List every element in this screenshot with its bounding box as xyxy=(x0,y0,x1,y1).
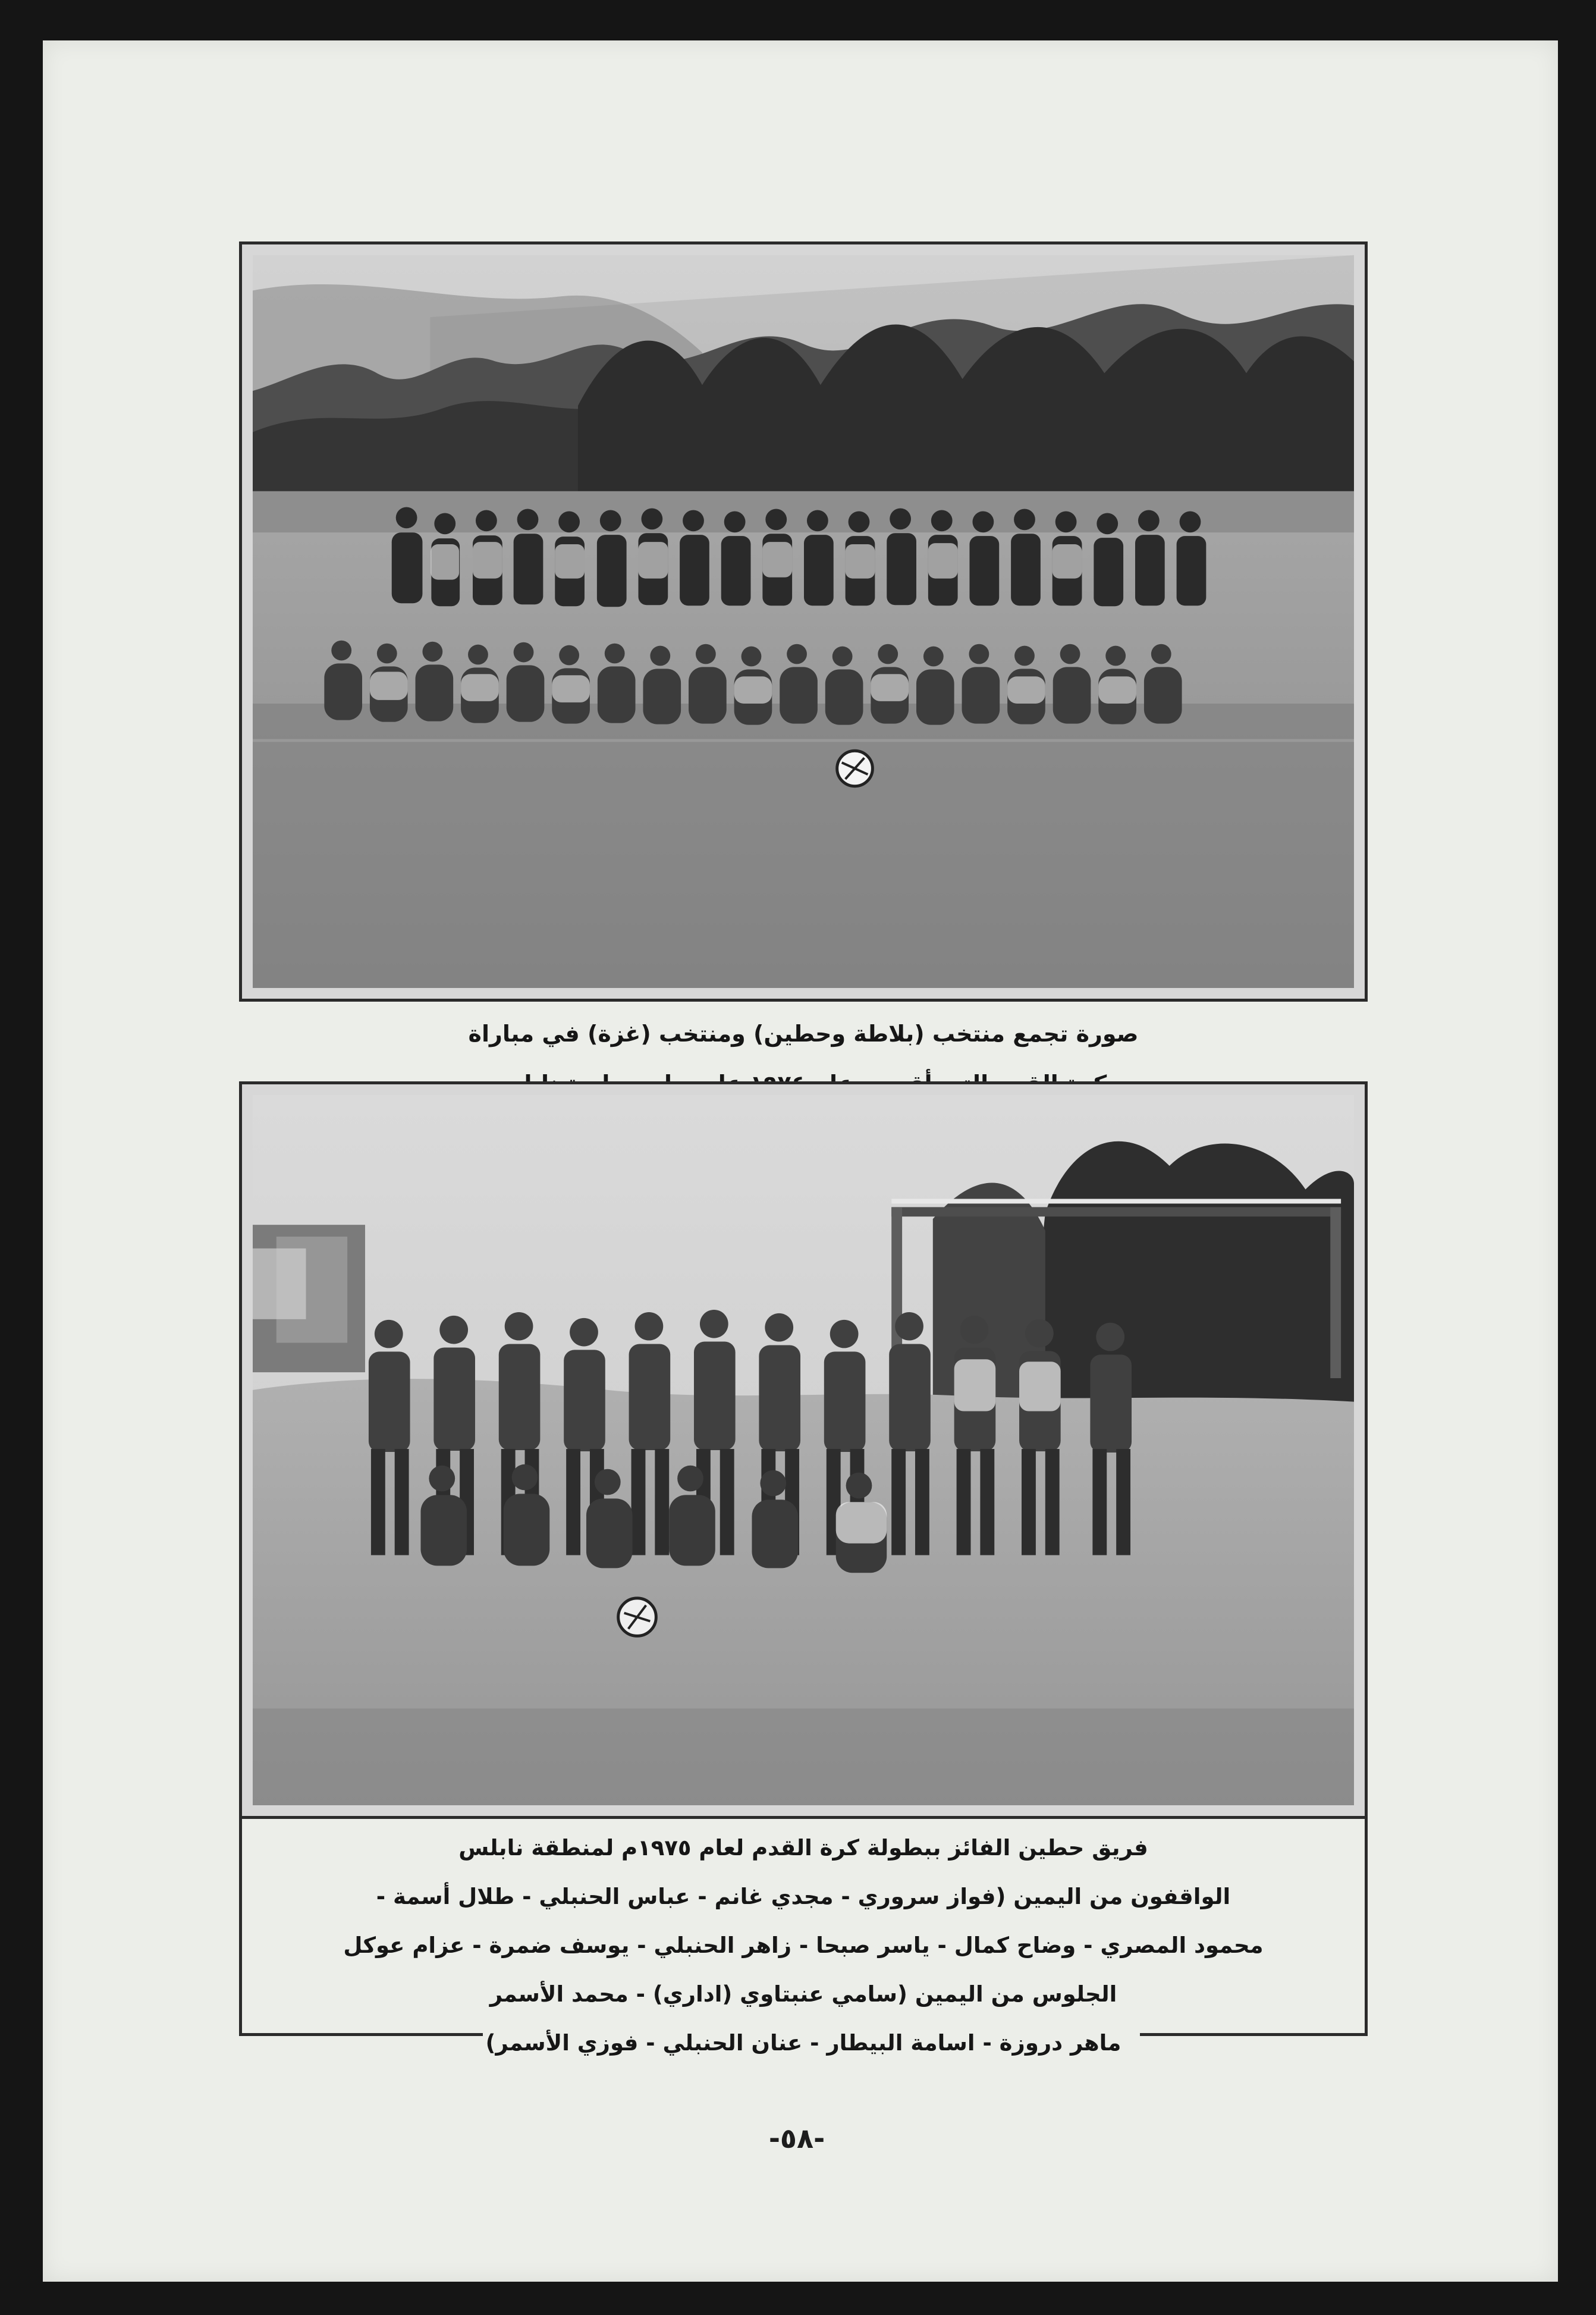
top-caption-line-1: صورة تجمع منتخب (بلاطة وحطين) ومنتخب (غزة) في مباراة xyxy=(468,1021,1139,1047)
page-number: -٥٨- xyxy=(768,2122,825,2154)
document-page xyxy=(43,40,1558,2282)
photo-frame-bottom xyxy=(239,1081,1368,1819)
team-photo-1974-image xyxy=(253,255,1354,988)
bottom-caption-line-1: فريق حطين الفائز ببطولة كرة القدم لعام ١٩٧٥م لمنطقة نابلس xyxy=(458,1835,1148,1861)
bottom-photo-caption xyxy=(239,1824,1368,2068)
team-photo-1975 xyxy=(253,1095,1354,1805)
bottom-caption-line-3: محمود المصري - وضاح كمال - ياسر صبحا - زاهر الحنبلي - يوسف ضمرة - عزام عوكل xyxy=(343,1933,1264,1958)
team-photo-1975-image xyxy=(253,1095,1354,1805)
team-photo-1974 xyxy=(253,255,1354,988)
bottom-caption-line-5: ماهر دروزة - اسامة البيطار - عنان الحنبلي - فوزي الأسمر) xyxy=(485,2030,1121,2056)
photo-frame-top xyxy=(239,241,1368,1002)
bottom-caption-line-2: الواقفون من اليمين (فواز سروري - مجدي غانم - عباس الحنبلي - طلال أسمة - xyxy=(376,1884,1231,1909)
bottom-caption-line-4: الجلوس من اليمين (سامي عنبتاوي (اداري) - محمد الأسمر xyxy=(489,1981,1117,2007)
